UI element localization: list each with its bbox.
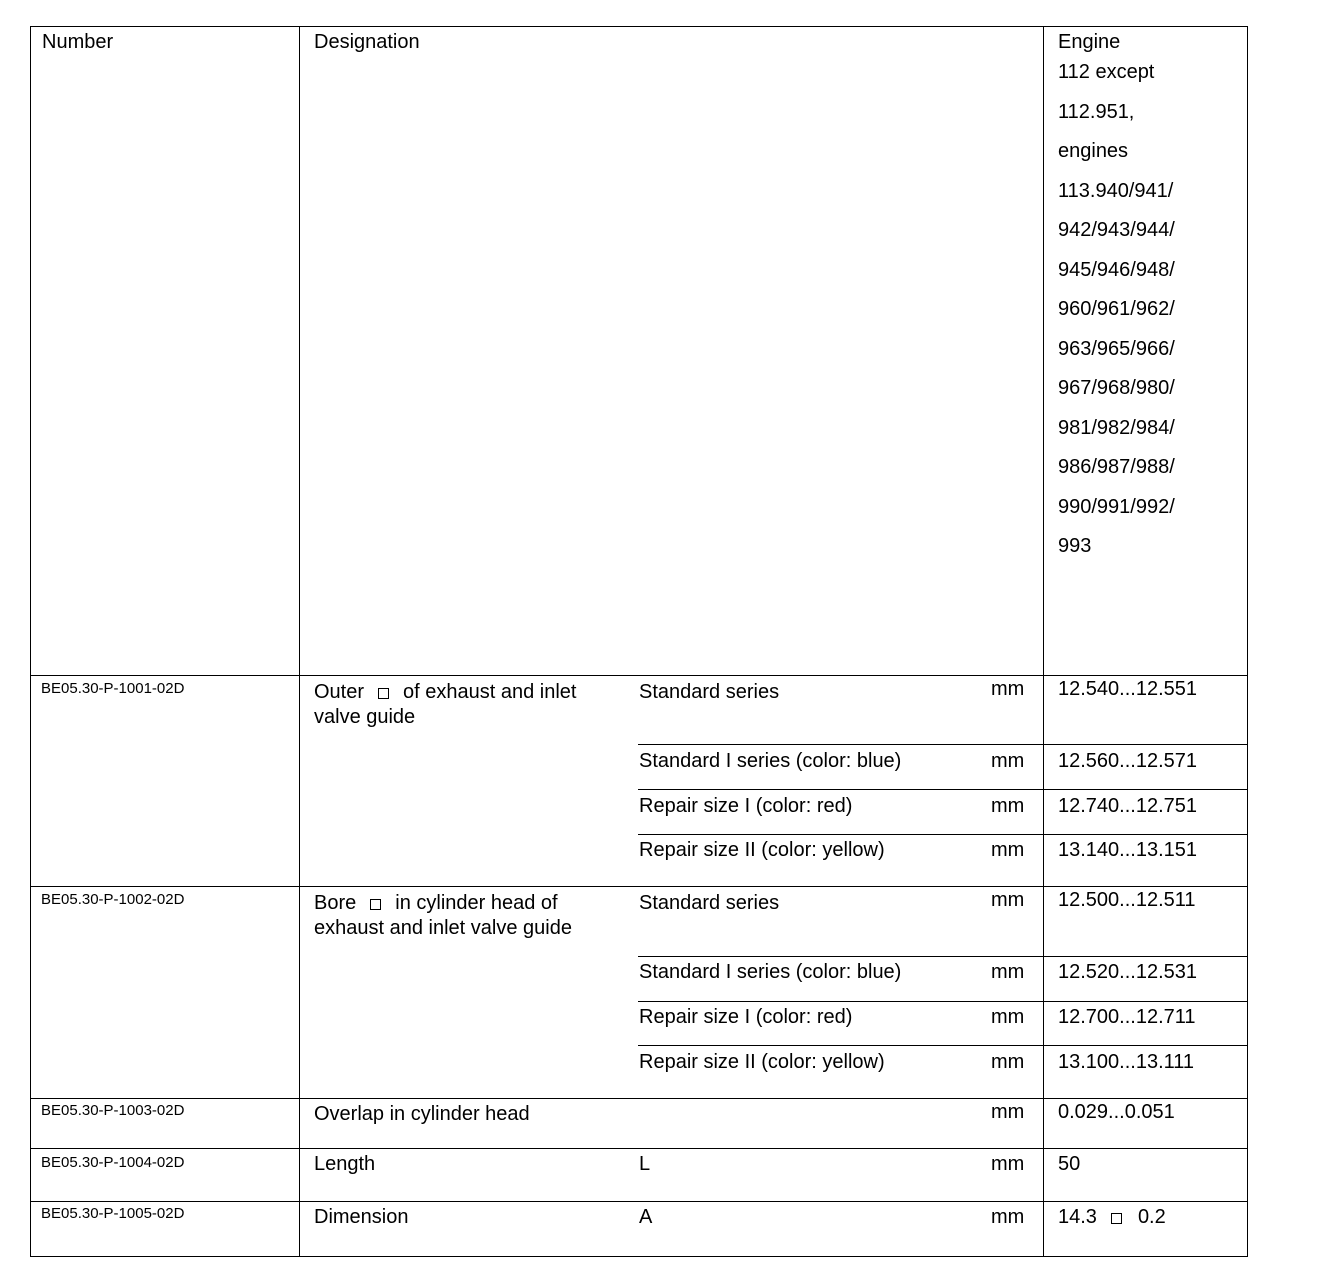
- row-designation: Overlap in cylinder head: [314, 1103, 530, 1125]
- subrow-value: 12.560...12.571: [1058, 750, 1198, 772]
- subrow-label: Repair size I (color: red): [639, 795, 853, 817]
- subrow-value: 13.100...13.111: [1058, 1051, 1195, 1073]
- header-engine: Engine: [1058, 31, 1121, 53]
- subrow-unit: mm: [991, 678, 1025, 700]
- engine-line: 986/987/988/: [1058, 456, 1175, 478]
- row-label: L: [639, 1153, 651, 1175]
- engine-line: 981/982/984/: [1058, 416, 1175, 439]
- row-designation: Dimension: [314, 1206, 409, 1228]
- engine-line: 963/965/966/: [1058, 337, 1175, 360]
- diameter-icon: [370, 899, 381, 910]
- designation-text: in cylinder head of: [395, 892, 558, 914]
- header-designation: Designation: [314, 31, 420, 53]
- subrow-label: Standard series: [639, 892, 780, 914]
- row-label: A: [639, 1206, 653, 1228]
- column-divider: [299, 26, 300, 1257]
- engine-line: engines: [1058, 140, 1129, 162]
- subrow-unit: mm: [991, 750, 1025, 772]
- row-number: BE05.30-P-1003-02D: [41, 1102, 185, 1119]
- engine-line: 113.940/941/: [1058, 179, 1174, 202]
- subrow-divider: [638, 1001, 1248, 1002]
- engine-line: 112 except: [1058, 61, 1155, 83]
- row-number: BE05.30-P-1005-02D: [41, 1205, 185, 1222]
- subrow-unit: mm: [991, 889, 1025, 911]
- engine-line: 967/968/980/: [1058, 377, 1175, 399]
- value-text: 0.2: [1137, 1206, 1166, 1228]
- row-unit: mm: [991, 1206, 1025, 1228]
- row-designation-line2: exhaust and inlet valve guide: [314, 917, 572, 939]
- row-value: 50: [1058, 1153, 1081, 1175]
- row-unit: mm: [991, 1153, 1025, 1175]
- engine-list: [1058, 61, 1175, 575]
- subrow-unit: mm: [991, 795, 1025, 817]
- subrow-label: Standard I series (color: blue): [639, 961, 902, 983]
- subrow-label: Standard I series (color: blue): [639, 750, 902, 772]
- row-number: BE05.30-P-1002-02D: [41, 891, 185, 908]
- subrow-value: 12.500...12.511: [1058, 889, 1196, 911]
- designation-text: Outer: [314, 681, 365, 703]
- row-divider: [30, 886, 1248, 887]
- plus-minus-icon: [1111, 1213, 1122, 1224]
- subrow-divider: [638, 834, 1248, 835]
- subrow-value: 13.140...13.151: [1058, 839, 1198, 861]
- subrow-unit: mm: [991, 1051, 1025, 1073]
- row-designation-line2: valve guide: [314, 706, 416, 728]
- row-divider: [30, 1148, 1248, 1149]
- row-designation: Length: [314, 1153, 376, 1175]
- subrow-divider: [638, 1045, 1248, 1046]
- subrow-label: Repair size II (color: yellow): [639, 839, 885, 861]
- subrow-divider: [638, 744, 1248, 745]
- subrow-label: Standard series: [639, 681, 780, 703]
- subrow-divider: [638, 789, 1248, 790]
- header-number: Number: [42, 31, 114, 53]
- row-divider: [30, 1201, 1248, 1202]
- row-divider: [30, 675, 1248, 676]
- designation-text: Bore: [314, 892, 357, 914]
- row-number: BE05.30-P-1004-02D: [41, 1154, 185, 1171]
- value-text: 14.3: [1058, 1206, 1097, 1228]
- row-value: [1058, 1205, 1166, 1229]
- row-designation: [314, 891, 558, 915]
- subrow-value: 12.740...12.751: [1058, 795, 1198, 817]
- engine-line: 945/946/948/: [1058, 258, 1175, 281]
- diameter-icon: [378, 688, 389, 699]
- subrow-value: 12.520...12.531: [1058, 961, 1198, 983]
- subrow-unit: mm: [991, 839, 1025, 861]
- row-number: BE05.30-P-1001-02D: [41, 680, 185, 697]
- designation-text: of exhaust and inlet: [403, 681, 577, 703]
- engine-line: 960/961/962/: [1058, 298, 1175, 320]
- subrow-label: Repair size I (color: red): [639, 1006, 853, 1028]
- engine-line: 942/943/944/: [1058, 219, 1175, 241]
- subrow-value: 12.540...12.551: [1058, 678, 1198, 700]
- row-divider: [30, 1098, 1248, 1099]
- row-value: 0.029...0.051: [1058, 1101, 1175, 1123]
- subrow-value: 12.700...12.711: [1058, 1006, 1196, 1028]
- subrow-label: Repair size II (color: yellow): [639, 1051, 885, 1073]
- engine-line: 993: [1058, 535, 1092, 557]
- subrow-divider: [638, 956, 1248, 957]
- column-divider: [1043, 26, 1044, 1257]
- subrow-unit: mm: [991, 1006, 1025, 1028]
- row-designation: [314, 680, 577, 704]
- subrow-unit: mm: [991, 961, 1025, 983]
- row-unit: mm: [991, 1101, 1025, 1123]
- engine-line: 112.951,: [1058, 100, 1135, 123]
- engine-line: 990/991/992/: [1058, 495, 1175, 518]
